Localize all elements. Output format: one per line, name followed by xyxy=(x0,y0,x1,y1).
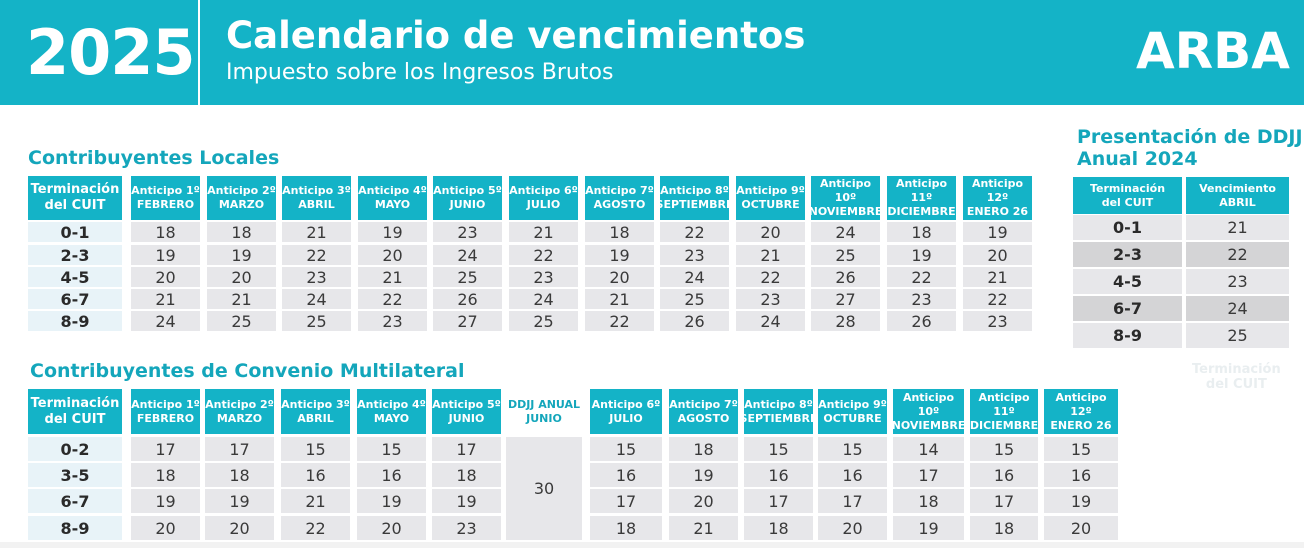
locales-col-header-line-1: Anticipo 5º xyxy=(433,184,502,197)
ddjj-value-cell: 24 xyxy=(1186,296,1289,321)
convenio-title: Contribuyentes de Convenio Multilateral xyxy=(30,360,465,382)
locales-value-cell: 19 xyxy=(207,245,276,265)
convenio-value-cell: 18 xyxy=(970,516,1038,540)
convenio-value-cell: 19 xyxy=(432,489,501,513)
locales-col-header-line-1: Anticipo 10º xyxy=(819,177,872,204)
locales-col-header-line-2: NOVIEMBRE xyxy=(808,205,883,218)
convenio-term-header-line-1: Terminación xyxy=(30,395,120,411)
locales-title: Contribuyentes Locales xyxy=(28,147,280,169)
locales-value-cell: 19 xyxy=(131,245,200,265)
convenio-value-cell: 19 xyxy=(357,489,426,513)
ddjj-term-header xyxy=(1073,177,1182,214)
convenio-col-header-line-1: Anticipo 12º xyxy=(1055,390,1107,418)
locales-value-cell: 22 xyxy=(736,267,805,287)
locales-value-cell: 20 xyxy=(207,267,276,287)
locales-term-header xyxy=(28,176,122,220)
locales-value-cell: 23 xyxy=(887,289,956,309)
convenio-value-cell: 19 xyxy=(205,489,274,513)
convenio-value-cell: 23 xyxy=(432,516,501,540)
convenio-ddjj-header-line-1: DDJJ ANUAL xyxy=(507,397,581,411)
ddjj-term-cell: 4-5 xyxy=(1073,269,1182,294)
convenio-col-header-line-1: Anticipo 11º xyxy=(978,390,1030,418)
convenio-col-header xyxy=(205,389,274,434)
locales-col-header xyxy=(963,176,1032,220)
convenio-value-cell: 15 xyxy=(1044,437,1118,461)
locales-value-cell: 18 xyxy=(887,222,956,242)
ddjj-value-cell: 23 xyxy=(1186,269,1289,294)
convenio-value-cell: 16 xyxy=(818,463,887,487)
convenio-value-cell: 18 xyxy=(744,516,813,540)
header-banner xyxy=(0,0,1304,105)
locales-value-cell: 23 xyxy=(433,222,502,242)
locales-value-cell: 22 xyxy=(660,222,729,242)
convenio-col-header-line-2: AGOSTO xyxy=(677,411,730,425)
locales-value-cell: 21 xyxy=(963,267,1032,287)
locales-col-header-line-1: Anticipo 7º xyxy=(585,184,654,197)
locales-term-header-line-2: del CUIT xyxy=(44,198,106,213)
locales-col-header-line-2: ABRIL xyxy=(298,198,335,211)
convenio-value-cell: 15 xyxy=(357,437,426,461)
convenio-col-header-line-1: Anticipo 9º xyxy=(818,397,887,411)
locales-value-cell: 24 xyxy=(811,222,880,242)
convenio-col-header-line-1: Anticipo 4º xyxy=(357,397,426,411)
locales-value-cell: 20 xyxy=(963,245,1032,265)
locales-col-header-line-2: JULIO xyxy=(526,198,561,211)
ddjj-due-header xyxy=(1186,177,1289,214)
convenio-value-cell: 19 xyxy=(131,489,200,513)
convenio-col-header-line-1: Anticipo 7º xyxy=(669,397,738,411)
locales-value-cell: 20 xyxy=(585,267,654,287)
convenio-value-cell: 15 xyxy=(590,437,662,461)
locales-value-cell: 25 xyxy=(509,311,578,331)
ddjj-value-cell: 21 xyxy=(1186,215,1289,240)
locales-col-header xyxy=(736,176,805,220)
convenio-col-header xyxy=(590,389,662,434)
locales-value-cell: 22 xyxy=(509,245,578,265)
locales-col-header-line-1: Anticipo 9º xyxy=(736,184,805,197)
convenio-value-cell: 20 xyxy=(357,516,426,540)
convenio-col-header xyxy=(970,389,1038,434)
locales-col-header xyxy=(131,176,200,220)
convenio-value-cell: 17 xyxy=(893,463,964,487)
convenio-ddjj-value: 30 xyxy=(506,437,582,540)
convenio-value-cell: 19 xyxy=(669,463,738,487)
convenio-value-cell: 16 xyxy=(1044,463,1118,487)
convenio-value-cell: 18 xyxy=(432,463,501,487)
ddjj-value-cell: 25 xyxy=(1186,323,1289,348)
locales-value-cell: 22 xyxy=(585,311,654,331)
locales-value-cell: 23 xyxy=(509,267,578,287)
convenio-col-header-line-2: MARZO xyxy=(216,411,263,425)
convenio-value-cell: 20 xyxy=(818,516,887,540)
convenio-value-cell: 14 xyxy=(893,437,964,461)
convenio-value-cell: 17 xyxy=(131,437,200,461)
convenio-value-cell: 18 xyxy=(669,437,738,461)
locales-value-cell: 27 xyxy=(433,311,502,331)
locales-col-header xyxy=(282,176,351,220)
locales-value-cell: 24 xyxy=(736,311,805,331)
locales-value-cell: 19 xyxy=(963,222,1032,242)
ddjj-term-cell: 8-9 xyxy=(1073,323,1182,348)
convenio-col-header-line-2: NOVIEMBRE xyxy=(891,418,966,432)
convenio-value-cell: 18 xyxy=(590,516,662,540)
convenio-col-header xyxy=(818,389,887,434)
ghost-label-line-2: del CUIT xyxy=(1205,377,1267,392)
page-title: Calendario de vencimientos xyxy=(226,14,806,57)
convenio-value-cell: 22 xyxy=(281,516,350,540)
convenio-term-cell: 6-7 xyxy=(28,489,122,513)
convenio-value-cell: 17 xyxy=(432,437,501,461)
ddjj-title xyxy=(1077,126,1303,170)
ddjj-due-header-line-2: ABRIL xyxy=(1219,195,1256,209)
convenio-col-header xyxy=(739,389,818,434)
convenio-col-header-line-2: ENERO 26 xyxy=(1050,418,1112,432)
ddjj-term-cell: 6-7 xyxy=(1073,296,1182,321)
convenio-col-header-line-2: ABRIL xyxy=(297,411,334,425)
locales-col-header-line-2: FEBRERO xyxy=(136,198,195,211)
locales-value-cell: 18 xyxy=(585,222,654,242)
convenio-col-header xyxy=(357,389,426,434)
locales-value-cell: 22 xyxy=(358,289,427,309)
convenio-col-header xyxy=(1044,389,1118,434)
locales-col-header-line-1: Anticipo 4º xyxy=(358,184,427,197)
ddjj-term-header-line-2: del CUIT xyxy=(1101,195,1154,209)
locales-value-cell: 21 xyxy=(207,289,276,309)
convenio-term-cell: 8-9 xyxy=(28,516,122,540)
convenio-value-cell: 19 xyxy=(1044,489,1118,513)
locales-value-cell: 18 xyxy=(207,222,276,242)
locales-value-cell: 25 xyxy=(207,311,276,331)
locales-value-cell: 28 xyxy=(811,311,880,331)
ghost-label-line-1: Terminación xyxy=(1192,362,1281,377)
locales-col-header-line-1: Anticipo 6º xyxy=(509,184,578,197)
ddjj-term-cell: 0-1 xyxy=(1073,215,1182,240)
bottom-strip xyxy=(0,542,1304,548)
locales-col-header xyxy=(509,176,578,220)
convenio-value-cell: 16 xyxy=(281,463,350,487)
locales-col-header-line-2: JUNIO xyxy=(449,198,486,211)
convenio-value-cell: 16 xyxy=(744,463,813,487)
convenio-value-cell: 21 xyxy=(669,516,738,540)
locales-col-header-line-2: AGOSTO xyxy=(593,198,646,211)
locales-value-cell: 24 xyxy=(509,289,578,309)
locales-value-cell: 19 xyxy=(887,245,956,265)
locales-value-cell: 26 xyxy=(887,311,956,331)
locales-value-cell: 25 xyxy=(660,289,729,309)
locales-value-cell: 21 xyxy=(585,289,654,309)
convenio-col-header xyxy=(432,389,501,434)
locales-term-cell: 8-9 xyxy=(28,311,122,331)
convenio-value-cell: 17 xyxy=(590,489,662,513)
locales-col-header xyxy=(207,176,276,220)
convenio-ddjj-header xyxy=(506,389,582,434)
convenio-value-cell: 15 xyxy=(970,437,1038,461)
ddjj-title-line-2: Anual 2024 xyxy=(1077,148,1198,170)
convenio-term-header-line-2: del CUIT xyxy=(44,411,106,427)
ddjj-due-header-line-1: Vencimiento xyxy=(1199,181,1276,195)
locales-value-cell: 20 xyxy=(131,267,200,287)
convenio-value-cell: 20 xyxy=(669,489,738,513)
convenio-col-header-line-1: Anticipo 10º xyxy=(902,390,955,418)
convenio-value-cell: 16 xyxy=(357,463,426,487)
locales-value-cell: 22 xyxy=(282,245,351,265)
locales-term-cell: 4-5 xyxy=(28,267,122,287)
locales-value-cell: 23 xyxy=(282,267,351,287)
ddjj-term-cell: 2-3 xyxy=(1073,242,1182,267)
ddjj-value-cell: 22 xyxy=(1186,242,1289,267)
locales-value-cell: 23 xyxy=(963,311,1032,331)
locales-col-header-line-1: Anticipo 8º xyxy=(660,184,729,197)
brand-logo: ARBA xyxy=(1135,22,1290,80)
convenio-value-cell: 15 xyxy=(281,437,350,461)
locales-value-cell: 26 xyxy=(811,267,880,287)
locales-col-header-line-2: SEPTIEMBRE xyxy=(655,198,734,211)
locales-col-header-line-1: Anticipo 3º xyxy=(282,184,351,197)
locales-value-cell: 21 xyxy=(131,289,200,309)
convenio-value-cell: 21 xyxy=(281,489,350,513)
locales-col-header xyxy=(585,176,654,220)
locales-value-cell: 23 xyxy=(660,245,729,265)
locales-value-cell: 21 xyxy=(358,267,427,287)
locales-value-cell: 24 xyxy=(660,267,729,287)
locales-value-cell: 22 xyxy=(963,289,1032,309)
ddjj-title-line-1: Presentación de DDJJ xyxy=(1077,126,1303,148)
convenio-value-cell: 20 xyxy=(205,516,274,540)
locales-value-cell: 25 xyxy=(433,267,502,287)
locales-value-cell: 26 xyxy=(433,289,502,309)
locales-value-cell: 27 xyxy=(811,289,880,309)
convenio-value-cell: 15 xyxy=(744,437,813,461)
convenio-col-header-line-1: Anticipo 3º xyxy=(281,397,350,411)
locales-col-header xyxy=(655,176,734,220)
locales-col-header-line-2: OCTUBRE xyxy=(741,198,800,211)
convenio-value-cell: 20 xyxy=(1044,516,1118,540)
locales-term-cell: 2-3 xyxy=(28,245,122,265)
locales-value-cell: 21 xyxy=(736,245,805,265)
convenio-value-cell: 16 xyxy=(970,463,1038,487)
locales-value-cell: 24 xyxy=(433,245,502,265)
header-divider xyxy=(198,0,200,105)
locales-value-cell: 24 xyxy=(131,311,200,331)
locales-term-cell: 6-7 xyxy=(28,289,122,309)
locales-value-cell: 20 xyxy=(736,222,805,242)
locales-col-header-line-2: MARZO xyxy=(218,198,265,211)
locales-value-cell: 20 xyxy=(358,245,427,265)
locales-value-cell: 23 xyxy=(358,311,427,331)
convenio-term-header xyxy=(28,389,122,434)
convenio-term-cell: 3-5 xyxy=(28,463,122,487)
convenio-col-header-line-1: Anticipo 5º xyxy=(432,397,501,411)
convenio-col-header-line-1: Anticipo 8º xyxy=(744,397,813,411)
convenio-value-cell: 20 xyxy=(131,516,200,540)
locales-col-header-line-2: DICIEMBRE xyxy=(887,205,956,218)
locales-col-header-line-1: Anticipo 1º xyxy=(131,184,200,197)
locales-term-cell: 0-1 xyxy=(28,222,122,242)
convenio-col-header xyxy=(281,389,350,434)
convenio-value-cell: 18 xyxy=(131,463,200,487)
convenio-value-cell: 18 xyxy=(893,489,964,513)
convenio-value-cell: 17 xyxy=(818,489,887,513)
convenio-col-header-line-1: Anticipo 1º xyxy=(131,397,200,411)
convenio-value-cell: 19 xyxy=(893,516,964,540)
locales-value-cell: 21 xyxy=(282,222,351,242)
convenio-term-cell: 0-2 xyxy=(28,437,122,461)
locales-value-cell: 19 xyxy=(585,245,654,265)
locales-col-header-line-1: Anticipo 2º xyxy=(207,184,276,197)
convenio-ddjj-header-line-2: JUNIO xyxy=(526,411,562,425)
convenio-col-header-line-2: JULIO xyxy=(609,411,643,425)
convenio-value-cell: 17 xyxy=(744,489,813,513)
convenio-col-header-line-2: JUNIO xyxy=(448,411,485,425)
convenio-value-cell: 15 xyxy=(818,437,887,461)
locales-value-cell: 26 xyxy=(660,311,729,331)
locales-value-cell: 25 xyxy=(282,311,351,331)
convenio-col-header-line-1: Anticipo 6º xyxy=(591,397,661,411)
ghost-label xyxy=(1192,362,1281,392)
convenio-col-header-line-2: FEBRERO xyxy=(136,411,195,425)
convenio-col-header xyxy=(669,389,738,434)
convenio-value-cell: 17 xyxy=(205,437,274,461)
locales-value-cell: 25 xyxy=(811,245,880,265)
locales-col-header-line-1: Anticipo 11º xyxy=(895,177,948,204)
locales-col-header-line-2: ENERO 26 xyxy=(966,205,1029,218)
convenio-col-header xyxy=(893,389,964,434)
year-label: 2025 xyxy=(26,16,195,89)
locales-col-header xyxy=(433,176,502,220)
convenio-col-header xyxy=(131,389,200,434)
ddjj-term-header-line-1: Terminación xyxy=(1089,181,1166,195)
convenio-value-cell: 16 xyxy=(590,463,662,487)
locales-value-cell: 19 xyxy=(358,222,427,242)
locales-value-cell: 22 xyxy=(887,267,956,287)
locales-col-header-line-2: MAYO xyxy=(374,198,411,211)
convenio-col-header-line-2: OCTUBRE xyxy=(823,411,882,425)
locales-value-cell: 21 xyxy=(509,222,578,242)
locales-col-header xyxy=(358,176,427,220)
convenio-col-header-line-2: DICIEMBRE xyxy=(969,418,1039,432)
locales-value-cell: 23 xyxy=(736,289,805,309)
convenio-col-header-line-1: Anticipo 2º xyxy=(205,397,274,411)
locales-value-cell: 24 xyxy=(282,289,351,309)
locales-term-header-line-1: Terminación xyxy=(30,182,120,197)
locales-value-cell: 18 xyxy=(131,222,200,242)
convenio-col-header-line-2: MAYO xyxy=(373,411,410,425)
convenio-value-cell: 18 xyxy=(205,463,274,487)
convenio-col-header-line-2: SEPTIEMBRE xyxy=(739,411,818,425)
page-subtitle: Impuesto sobre los Ingresos Brutos xyxy=(226,60,614,85)
locales-col-header xyxy=(887,176,956,220)
locales-col-header-line-1: Anticipo 12º xyxy=(971,177,1024,204)
convenio-value-cell: 17 xyxy=(970,489,1038,513)
locales-col-header xyxy=(808,176,883,220)
